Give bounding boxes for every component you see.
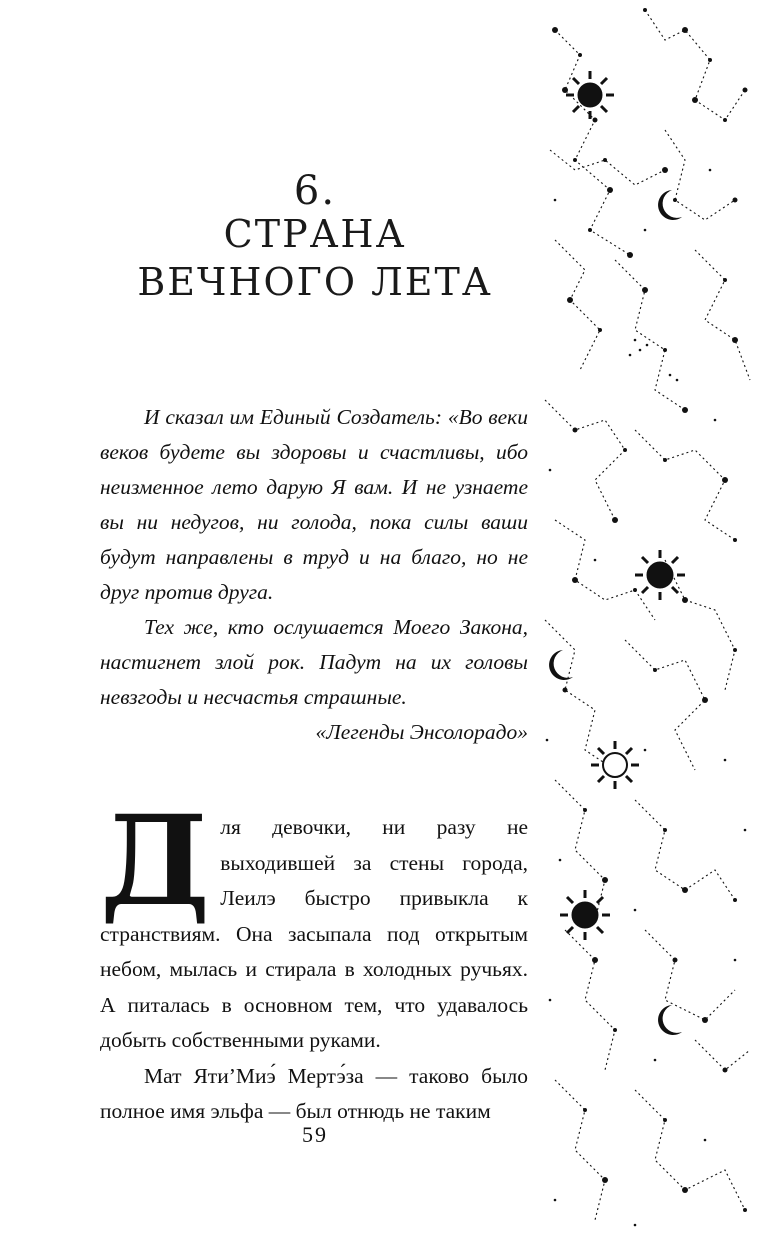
body-paragraph <box>100 789 528 1059</box>
body-paragraph-text: ля девочки, ни разу не выходившей за стены города, Леилэ быстро привыкла к странствиям. Она засыпала под открытым небом, мылась и стирала в холодных ручьях. А питалась в основном тем, что удавалось добыть собственными руками. <box>100 815 528 1052</box>
sun-icon <box>591 741 639 789</box>
epigraph-source: «Легенды Энсолорадо» <box>315 720 528 744</box>
chapter-title-line-2: ВЕЧНОГО ЛЕТА <box>137 260 493 304</box>
epigraph-paragraph: Тех же, кто ослушается Моего Закона, настигнет злой рок. Падут на их головы невзгоды и несчастья страшные. <box>100 615 528 709</box>
epigraph-paragraph: И сказал им Единый Создатель: «Во веки веков будете вы здоровы и счастливы, ибо неизменное лето дарую Я вам. И не узнаете вы ни недугов, ни голода, пока силы ваши будут направлены в труд и на благо, но не друг против друга. <box>100 405 528 604</box>
moon-icon <box>658 190 682 220</box>
moon-icon <box>549 650 573 680</box>
drop-cap: Д <box>100 789 211 934</box>
chapter-title-line-1: СТРАНА <box>223 212 407 256</box>
sun-icon <box>560 890 610 940</box>
constellation-lines <box>545 10 750 1220</box>
page-number: 59 <box>302 1122 328 1147</box>
body-paragraph: Мат Яти’Миэ́ Мертэ́за — таково было полное имя эльфа — был отнюдь не таким <box>100 1063 528 1123</box>
constellation-stars <box>546 8 748 1226</box>
sun-icon <box>635 550 685 600</box>
epigraph <box>100 400 528 750</box>
sun-icon <box>566 71 614 119</box>
moon-icon <box>658 1005 682 1035</box>
constellation-ornament <box>535 0 768 1240</box>
body-text <box>100 789 528 1130</box>
chapter-number: 6. <box>293 168 337 214</box>
